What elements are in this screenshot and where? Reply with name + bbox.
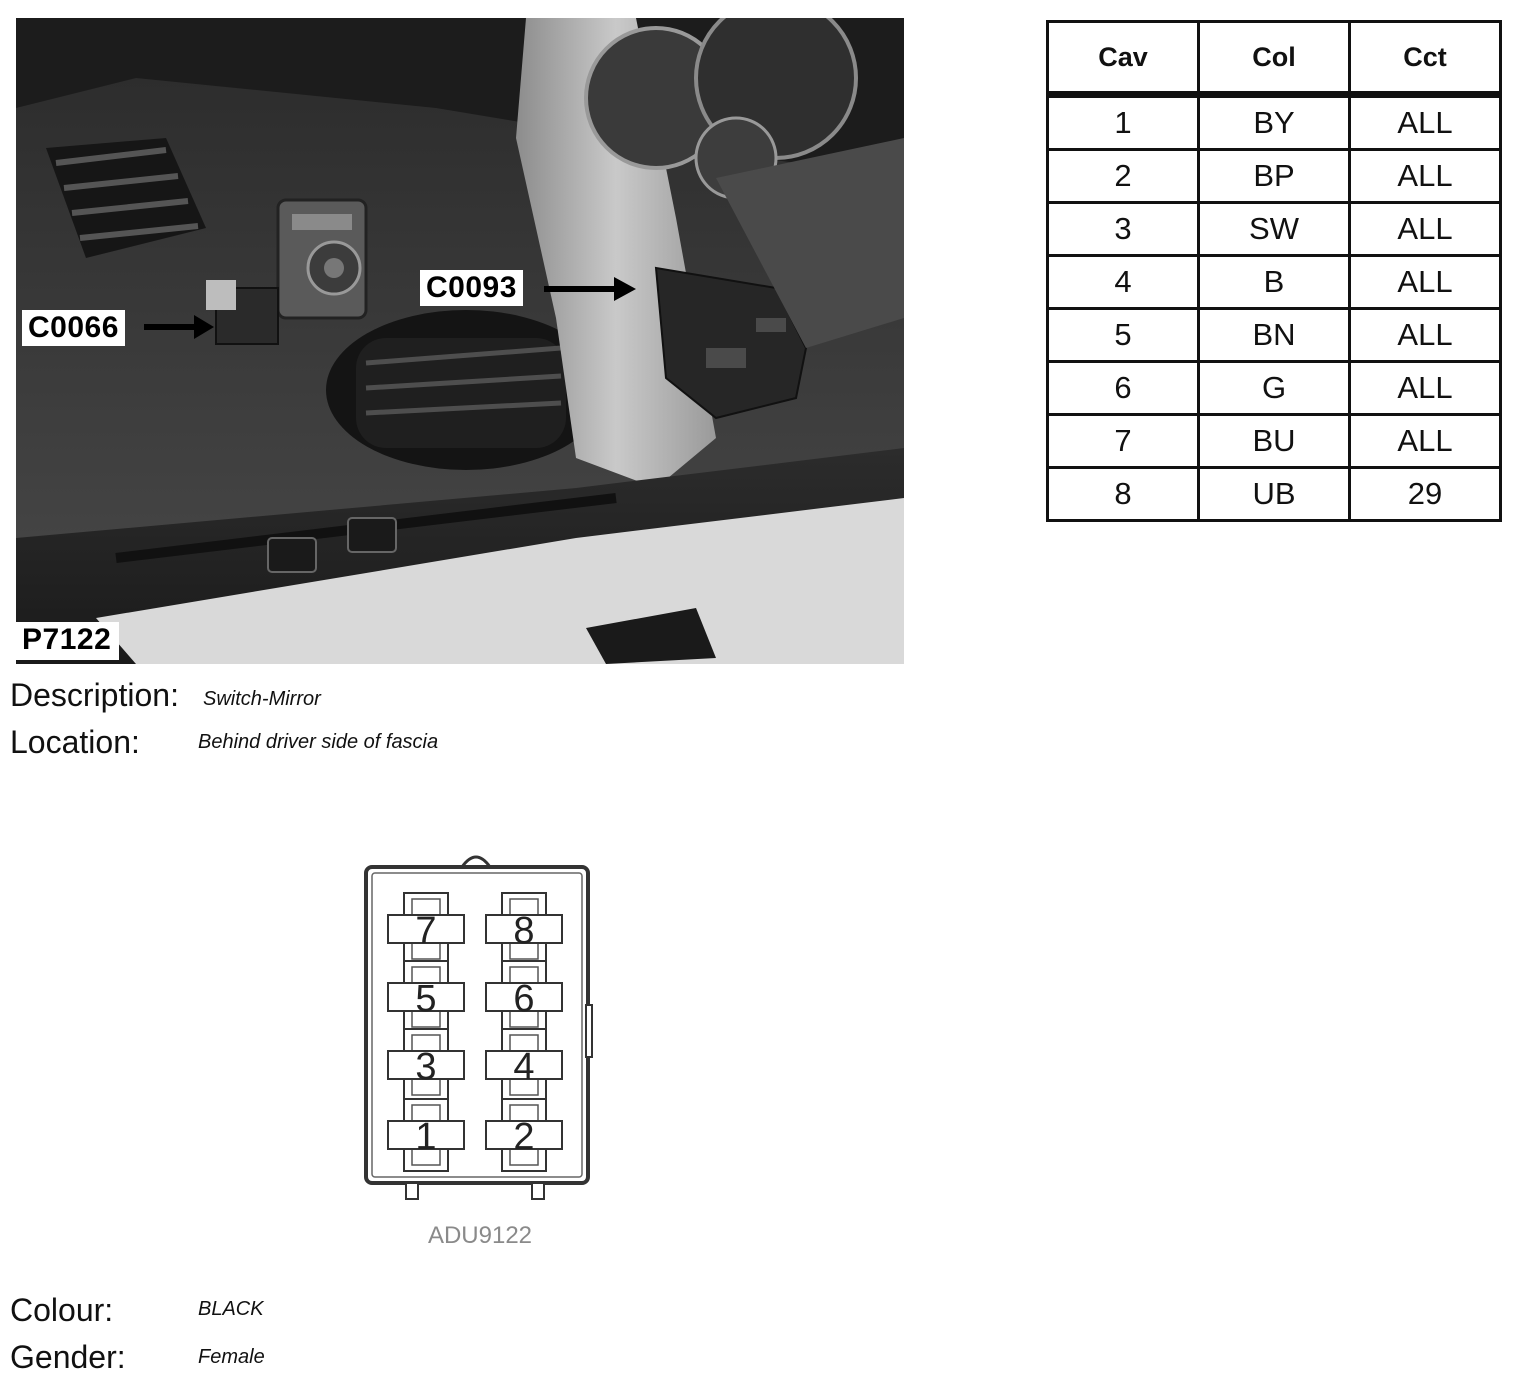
connector-face-diagram [350, 845, 610, 1205]
table-row [1048, 150, 1501, 203]
pin-number-label: 7 [415, 910, 437, 952]
pin-number-label: 1 [415, 1116, 437, 1158]
photo-illustration [16, 18, 904, 664]
table-header-row [1048, 22, 1501, 95]
connector-label-c0093: C0093 [420, 270, 523, 306]
table-row [1048, 415, 1501, 468]
header-cct: Cct [1350, 22, 1501, 95]
table-row [1048, 468, 1501, 521]
cell-cav: 5 [1048, 309, 1199, 362]
pin-number-label: 2 [513, 1116, 535, 1158]
cell-cav: 4 [1048, 256, 1199, 309]
cell-cct: ALL [1350, 256, 1501, 309]
figure-id-label: P7122 [16, 622, 119, 660]
description-label: Description: [10, 677, 179, 713]
cell-col: G [1199, 362, 1350, 415]
location-value: Behind driver side of fascia [198, 731, 439, 753]
cell-cav: 1 [1048, 95, 1199, 150]
cell-cav: 3 [1048, 203, 1199, 256]
cell-col: BU [1199, 415, 1350, 468]
pin-number-label: 4 [513, 1046, 535, 1088]
cell-col: BN [1199, 309, 1350, 362]
pin-number-label: 3 [415, 1046, 437, 1088]
table-row [1048, 95, 1501, 150]
cell-col: SW [1199, 203, 1350, 256]
connector-label-c0066: C0066 [22, 310, 125, 346]
cell-cct: ALL [1350, 309, 1501, 362]
cell-cct: ALL [1350, 415, 1501, 468]
pinout-table-body [1048, 95, 1501, 521]
cell-cct: ALL [1350, 362, 1501, 415]
gender-value: Female [198, 1346, 265, 1368]
location-label: Location: [10, 724, 140, 760]
cell-col: BY [1199, 95, 1350, 150]
cell-cav: 7 [1048, 415, 1199, 468]
table-row [1048, 203, 1501, 256]
cell-cav: 6 [1048, 362, 1199, 415]
mirror-switch [278, 200, 366, 318]
colour-value: BLACK [198, 1298, 264, 1320]
pin-number-label: 8 [513, 910, 535, 952]
vehicle-photo [16, 18, 904, 664]
pin-number-label: 6 [513, 978, 535, 1020]
colour-label: Colour: [10, 1292, 114, 1328]
table-row [1048, 309, 1501, 362]
cell-col: BP [1199, 150, 1350, 203]
cell-cct: ALL [1350, 203, 1501, 256]
cell-cav: 8 [1048, 468, 1199, 521]
cell-col: B [1199, 256, 1350, 309]
table-row [1048, 256, 1501, 309]
cell-cav: 2 [1048, 150, 1199, 203]
table-row [1048, 362, 1501, 415]
pinout-table [1046, 20, 1502, 522]
cell-cct: ALL [1350, 150, 1501, 203]
cell-cct: ALL [1350, 95, 1501, 150]
cell-col: UB [1199, 468, 1350, 521]
gender-label: Gender: [10, 1339, 126, 1375]
cell-cct: 29 [1350, 468, 1501, 521]
header-col: Col [1199, 22, 1350, 95]
description-value: Switch-Mirror [203, 688, 321, 710]
connector-caption: ADU9122 [427, 1222, 533, 1249]
header-cav: Cav [1048, 22, 1199, 95]
pin-number-label: 5 [415, 978, 437, 1020]
